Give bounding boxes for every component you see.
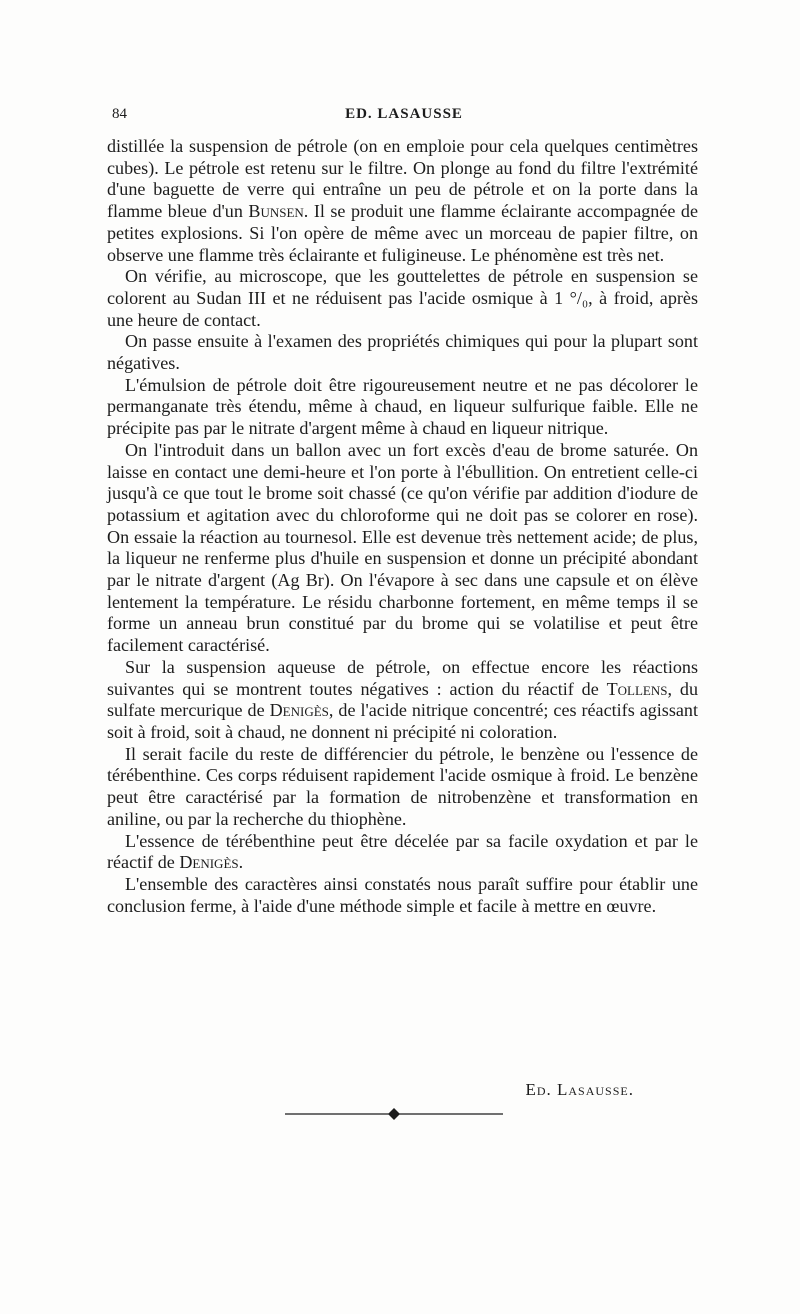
page-number: 84 <box>112 106 127 122</box>
paragraph-6-rest: , de l'acide nitrique concentré; ces réactifs agissant soit à froid, soit à chaud, ne donnent ni précipité ni coloration. <box>107 700 698 742</box>
author-signature: Ed. Lasausse. <box>525 1080 634 1099</box>
paragraph-7: Il serait facile du reste de différencier du pétrole, le benzène ou l'essence de térébenthine. Ces corps réduisent rapidement l'acide osmique à froid. Le benzène peut être caractérisé par la formation de nitrobenzène et transformation en aniline, ou par la recherche du thiophène. <box>107 743 698 829</box>
paragraph-5: On l'introduit dans un ballon avec un fort excès d'eau de brome saturée. On laisse en contact une demi-heure et l'on porte à l'ébullition. On entretient celle-ci jusqu'à ce que tout le brome soit chassé (ce qu'on vérifie par addition d'iodure de potassium et agitation avec du chloroforme qui ne doit pas se colorer en rose). On essaie la réaction au tournesol. Elle est devenue très nettement acide; de plus, la liqueur ne renferme plus d'huile en suspension et donne un précipité abondant par le nitrate d'argent (Ag Br). On l'évapore à sec dans une capsule et on élève lentement la température. Le résidu charbonne fortement, en même temps il se forme un anneau brun constitué par du brome qui se volatilise et peut être facilement caractérisé. <box>107 439 698 656</box>
paragraph-9: L'ensemble des caractères ainsi constatés nous paraît suffire pour établir une conclusion ferme, à l'aide d'une méthode simple et facile à mettre en œuvre. <box>107 873 698 916</box>
paragraph-8 <box>107 831 698 874</box>
paragraph-1-text: distillée la suspension de pétrole (on en emploie pour cela quelques centimètres cubes). Le pétrole est retenu sur le filtre. On plonge au fond du filtre l'extrémité d'une baguette de verre qui entraîne un peu de pétrole et on la porte dans la flamme bleue d'un <box>107 136 698 222</box>
end-ornament <box>285 1108 503 1120</box>
name-bunsen: Bunsen <box>248 201 304 222</box>
paragraph-6 <box>107 657 698 744</box>
paragraph-1-rest: . Il se produit une flamme éclairante accompagnée de petites explosions. Si l'on opère de même avec un morceau de papier filtre, on observe une flamme très éclairante et fuligineuse. Le phénomène est très net. <box>107 201 698 265</box>
running-head: ED. LASAUSSE <box>345 106 463 122</box>
name-deniges-2: Denigès <box>179 852 239 873</box>
body-text <box>107 136 698 917</box>
name-deniges: Denigès <box>269 700 329 721</box>
page-header <box>112 106 696 130</box>
paragraph-2: On vérifie, au microscope, que les gouttelettes de pétrole en suspension se colorent au Sudan III et ne réduisent pas l'acide osmique à 1 °/₀, à froid, après une heure de contact. <box>107 266 698 330</box>
paragraph-4: L'émulsion de pétrole doit être rigoureusement neutre et ne pas décolorer le permanganate très étendu, même à chaud, en liqueur sulfurique faible. Elle ne précipite pas par le nitrate d'argent même à chaud en liqueur nitrique. <box>107 374 698 439</box>
paragraph-8-rest: . <box>238 852 244 873</box>
paragraph-6-mid: , du sulfate mercurique de <box>107 678 698 721</box>
paragraph-6-text: Sur la suspension aqueuse de pétrole, on effectue encore les réactions suivantes qui se montrent toutes négatives : action du réactif de <box>107 656 698 699</box>
name-tollens: Tollens <box>606 678 668 699</box>
paragraph-3: On passe ensuite à l'examen des propriétés chimiques qui pour la plupart sont négatives. <box>107 331 698 374</box>
paragraph-8-text: L'essence de térébenthine peut être décelée par sa facile oxydation et par le réactif de <box>107 830 698 873</box>
paragraph-1 <box>107 136 698 266</box>
